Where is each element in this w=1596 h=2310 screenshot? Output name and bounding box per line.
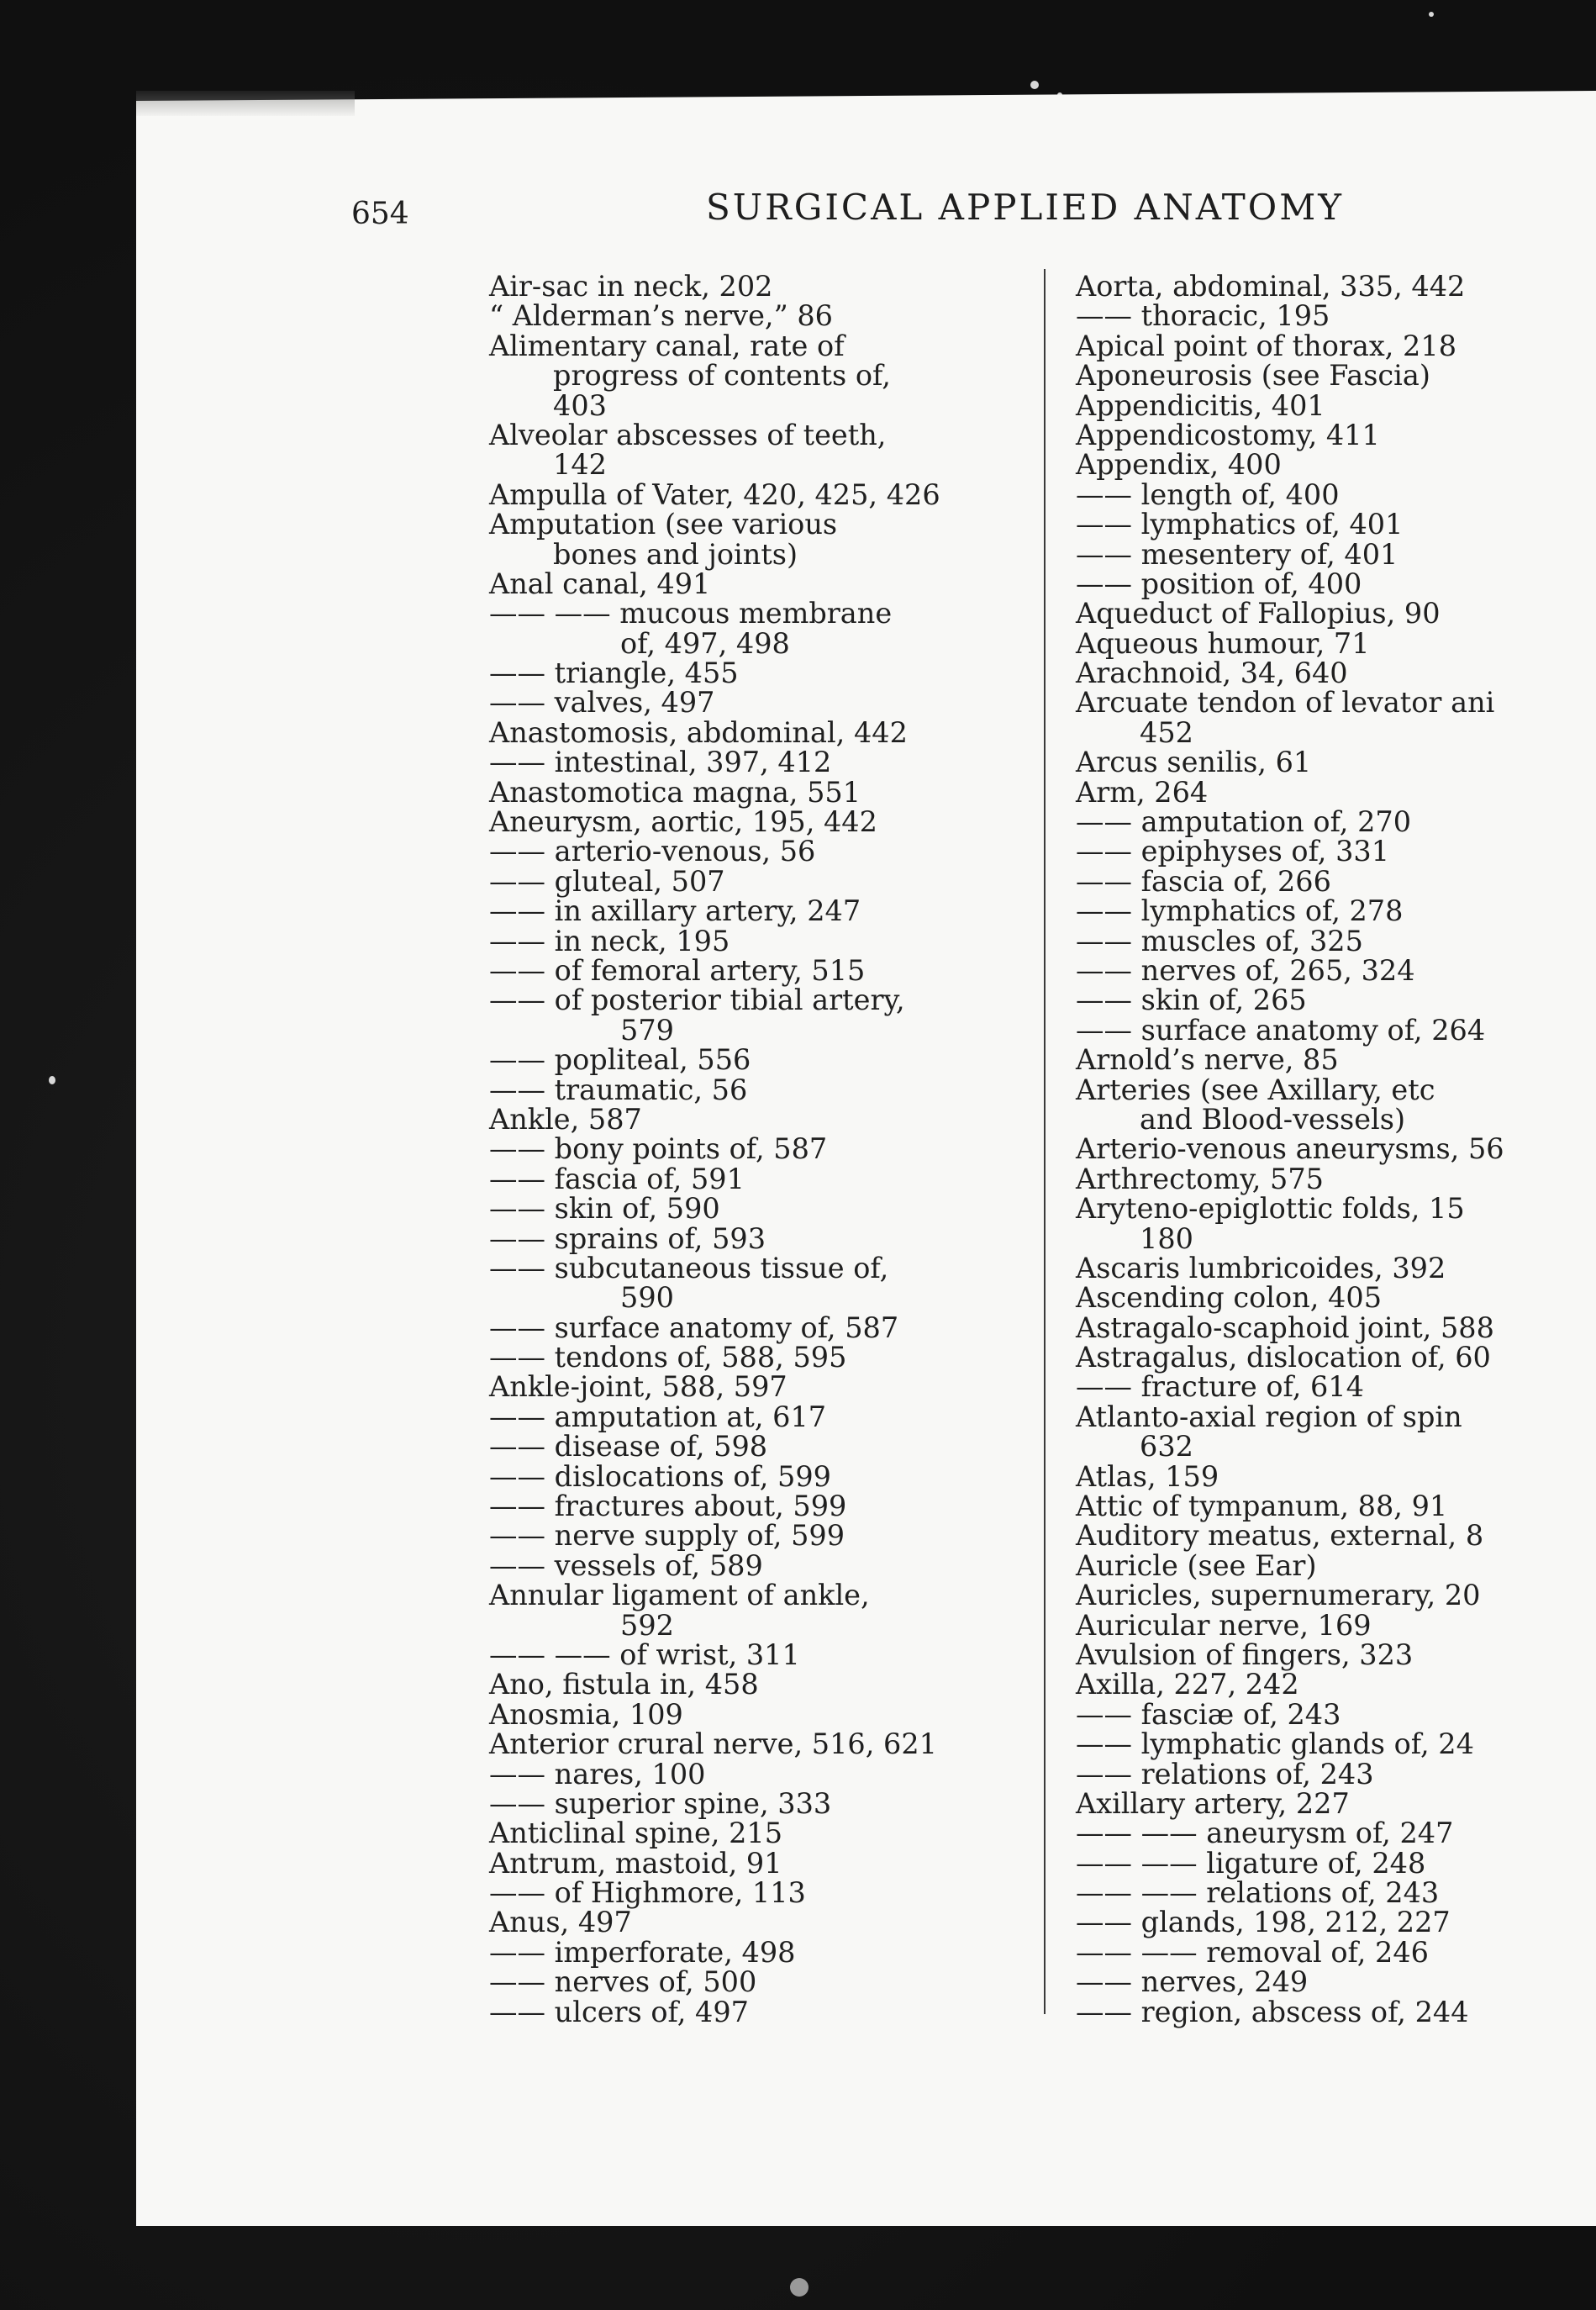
index-entry: —— tendons of, 588, 595 <box>489 1341 847 1374</box>
index-column-right <box>1076 272 1596 2027</box>
index-entry: —— subcutaneous tissue of, <box>489 1251 889 1284</box>
index-entry: bones and joints) <box>553 537 798 571</box>
index-entry: Auricles, supernumerary, 20 <box>1076 1579 1481 1612</box>
index-column-left <box>489 272 1019 2027</box>
index-entry: —— amputation of, 270 <box>1076 805 1412 839</box>
index-entry: Ano, fistula in, 458 <box>489 1668 759 1701</box>
index-entry: —— vessels of, 589 <box>489 1548 763 1582</box>
index-entry: —— nerve supply of, 599 <box>489 1519 845 1553</box>
index-entry: —— dislocations of, 599 <box>489 1459 831 1493</box>
index-entry: —— skin of, 265 <box>1076 984 1307 1017</box>
index-entry: 592 <box>620 1608 674 1642</box>
index-entry: —— nerves, 249 <box>1076 1965 1309 1999</box>
index-entry: —— —— ligature of, 248 <box>1076 1846 1426 1880</box>
index-entry: —— fractures about, 599 <box>489 1490 847 1523</box>
index-entry: —— intestinal, 397, 412 <box>489 746 832 779</box>
dust-speck <box>790 2278 809 2297</box>
index-entry: Arcus senilis, 61 <box>1076 746 1312 779</box>
index-entry: 590 <box>620 1281 674 1315</box>
index-entry: Alveolar abscesses of teeth, <box>489 418 887 451</box>
index-entry: —— mesentery of, 401 <box>1076 537 1398 571</box>
index-entry: —— of posterior tibial artery, <box>489 984 905 1017</box>
index-entry: Aryteno-epiglottic folds, 15 <box>1076 1192 1465 1226</box>
index-entry: —— ulcers of, 497 <box>489 1995 749 2028</box>
index-entry: —— sprains of, 593 <box>489 1221 766 1255</box>
dust-speck <box>49 1076 55 1084</box>
index-entry: Attic of tympanum, 88, 91 <box>1076 1490 1448 1523</box>
index-entry: —— position of, 400 <box>1076 567 1362 600</box>
index-entry: Amputation (see various <box>489 508 838 541</box>
dust-speck <box>1030 81 1039 89</box>
index-entry: —— bony points of, 587 <box>489 1132 828 1166</box>
index-entry: —— amputation at, 617 <box>489 1400 827 1433</box>
index-entry: Antrum, mastoid, 91 <box>489 1846 782 1880</box>
index-entry: Aponeurosis (see Fascia) <box>1076 359 1430 393</box>
index-entry: —— lymphatics of, 278 <box>1076 894 1404 928</box>
index-entry: 579 <box>620 1013 674 1047</box>
index-entry: Aqueous humour, 71 <box>1076 626 1370 660</box>
index-entry: —— region, abscess of, 244 <box>1076 1995 1469 2028</box>
index-entry: 452 <box>1140 715 1193 749</box>
index-entry: —— triangle, 455 <box>489 657 739 690</box>
index-entry: Atlanto-axial region of spin <box>1076 1400 1462 1433</box>
index-entry: —— of femoral artery, 515 <box>489 953 866 987</box>
index-entry: —— —— removal of, 246 <box>1076 1935 1429 1969</box>
index-entry: —— arterio-venous, 56 <box>489 835 816 868</box>
index-entry: Anastomosis, abdominal, 442 <box>489 715 908 749</box>
index-entry: Anticlinal spine, 215 <box>489 1817 783 1850</box>
index-entry: Arcuate tendon of levator ani <box>1076 686 1495 720</box>
index-entry: Ankle, 587 <box>489 1102 642 1136</box>
index-entry: —— surface anatomy of, 587 <box>489 1311 899 1344</box>
index-entry: —— nares, 100 <box>489 1757 706 1791</box>
index-entry: Anterior crural nerve, 516, 621 <box>489 1727 937 1761</box>
index-entry: 142 <box>553 448 607 482</box>
index-entry: Astragalo-scaphoid joint, 588 <box>1076 1311 1494 1344</box>
page-number: 654 <box>351 197 409 231</box>
index-entry: and Blood-vessels) <box>1140 1102 1406 1136</box>
index-entry: —— epiphyses of, 331 <box>1076 835 1390 868</box>
index-entry: —— in axillary artery, 247 <box>489 894 861 928</box>
index-entry: 180 <box>1140 1221 1193 1255</box>
page-title: SURGICAL APPLIED ANATOMY <box>706 187 1344 228</box>
index-entry: —— valves, 497 <box>489 686 715 720</box>
page-edge-shadow <box>136 91 355 116</box>
index-entry: Anal canal, 491 <box>489 567 711 600</box>
index-entry: —— skin of, 590 <box>489 1192 720 1226</box>
index-entry: Ankle-joint, 588, 597 <box>489 1370 787 1404</box>
index-entry: Arthrectomy, 575 <box>1076 1162 1324 1195</box>
index-entry: Alimentary canal, rate of <box>489 329 845 362</box>
index-entry: Aneurysm, aortic, 195, 442 <box>489 805 877 839</box>
index-entry: Appendicostomy, 411 <box>1076 418 1380 451</box>
index-entry: Auricle (see Ear) <box>1076 1548 1317 1582</box>
index-entry: Ascending colon, 405 <box>1076 1281 1383 1315</box>
index-entry: Arm, 264 <box>1076 775 1209 809</box>
index-entry: —— of Highmore, 113 <box>489 1876 806 1910</box>
index-entry: —— —— aneurysm of, 247 <box>1076 1817 1454 1850</box>
index-entry: Auditory meatus, external, 8 <box>1076 1519 1484 1553</box>
index-entry: —— length of, 400 <box>1076 477 1340 511</box>
index-entry: Air-sac in neck, 202 <box>489 270 773 303</box>
index-entry: Appendix, 400 <box>1076 448 1282 482</box>
index-entry: —— thoracic, 195 <box>1076 299 1330 333</box>
index-entry: —— popliteal, 556 <box>489 1043 751 1077</box>
index-entry: —— superior spine, 333 <box>489 1786 832 1820</box>
index-entry: Anus, 497 <box>489 1906 632 1939</box>
index-entry: 403 <box>553 388 607 422</box>
index-entry: —— gluteal, 507 <box>489 864 725 898</box>
index-entry: “ Alderman’s nerve,” 86 <box>489 299 833 333</box>
index-entry: —— imperforate, 498 <box>489 1935 796 1969</box>
column-divider <box>1044 269 1046 2014</box>
index-entry: —— —— of wrist, 311 <box>489 1638 800 1671</box>
index-entry: Annular ligament of ankle, <box>489 1579 870 1612</box>
index-entry: Atlas, 159 <box>1076 1459 1219 1493</box>
index-entry: —— fasciæ of, 243 <box>1076 1697 1341 1731</box>
dust-speck <box>1429 12 1434 17</box>
index-entry: 632 <box>1140 1430 1193 1464</box>
index-entry: —— disease of, 598 <box>489 1430 768 1464</box>
index-entry: —— surface anatomy of, 264 <box>1076 1013 1486 1047</box>
index-entry: Auricular nerve, 169 <box>1076 1608 1372 1642</box>
index-entry: —— lymphatic glands of, 24 <box>1076 1727 1474 1761</box>
index-entry: Aqueduct of Fallopius, 90 <box>1076 597 1441 630</box>
index-entry: —— traumatic, 56 <box>489 1073 748 1106</box>
index-entry: —— fascia of, 591 <box>489 1162 745 1195</box>
index-entry: Ascaris lumbricoides, 392 <box>1076 1251 1446 1284</box>
index-entry: —— —— mucous membrane <box>489 597 893 630</box>
index-entry: Ampulla of Vater, 420, 425, 426 <box>489 477 940 511</box>
index-entry: Arachnoid, 34, 640 <box>1076 657 1348 690</box>
index-entry: Avulsion of fingers, 323 <box>1076 1638 1414 1671</box>
index-entry: —— fascia of, 266 <box>1076 864 1331 898</box>
index-entry: Arteries (see Axillary, etc <box>1076 1073 1435 1106</box>
index-entry: Arnold’s nerve, 85 <box>1076 1043 1339 1077</box>
index-entry: —— nerves of, 500 <box>489 1965 757 1999</box>
index-entry: Axilla, 227, 242 <box>1076 1668 1299 1701</box>
index-entry: Anastomotica magna, 551 <box>489 775 861 809</box>
index-entry: progress of contents of, <box>553 359 891 393</box>
index-entry: —— muscles of, 325 <box>1076 924 1363 957</box>
index-entry: —— fracture of, 614 <box>1076 1370 1364 1404</box>
running-header <box>351 187 1444 237</box>
index-entry: Apical point of thorax, 218 <box>1076 329 1457 362</box>
index-entry: Axillary artery, 227 <box>1076 1786 1350 1820</box>
index-entry: Arterio-venous aneurysms, 56 <box>1076 1132 1504 1166</box>
index-entry: —— in neck, 195 <box>489 924 730 957</box>
index-entry: —— —— relations of, 243 <box>1076 1876 1440 1910</box>
index-entry: of, 497, 498 <box>620 626 790 660</box>
index-entry: Astragalus, dislocation of, 60 <box>1076 1341 1491 1374</box>
index-entry: —— nerves of, 265, 324 <box>1076 953 1415 987</box>
index-entry: —— lymphatics of, 401 <box>1076 508 1404 541</box>
index-entry: Appendicitis, 401 <box>1076 388 1325 422</box>
index-entry: —— relations of, 243 <box>1076 1757 1374 1791</box>
index-entry: Aorta, abdominal, 335, 442 <box>1076 270 1466 303</box>
index-entry: Anosmia, 109 <box>489 1697 683 1731</box>
index-entry: —— glands, 198, 212, 227 <box>1076 1906 1451 1939</box>
